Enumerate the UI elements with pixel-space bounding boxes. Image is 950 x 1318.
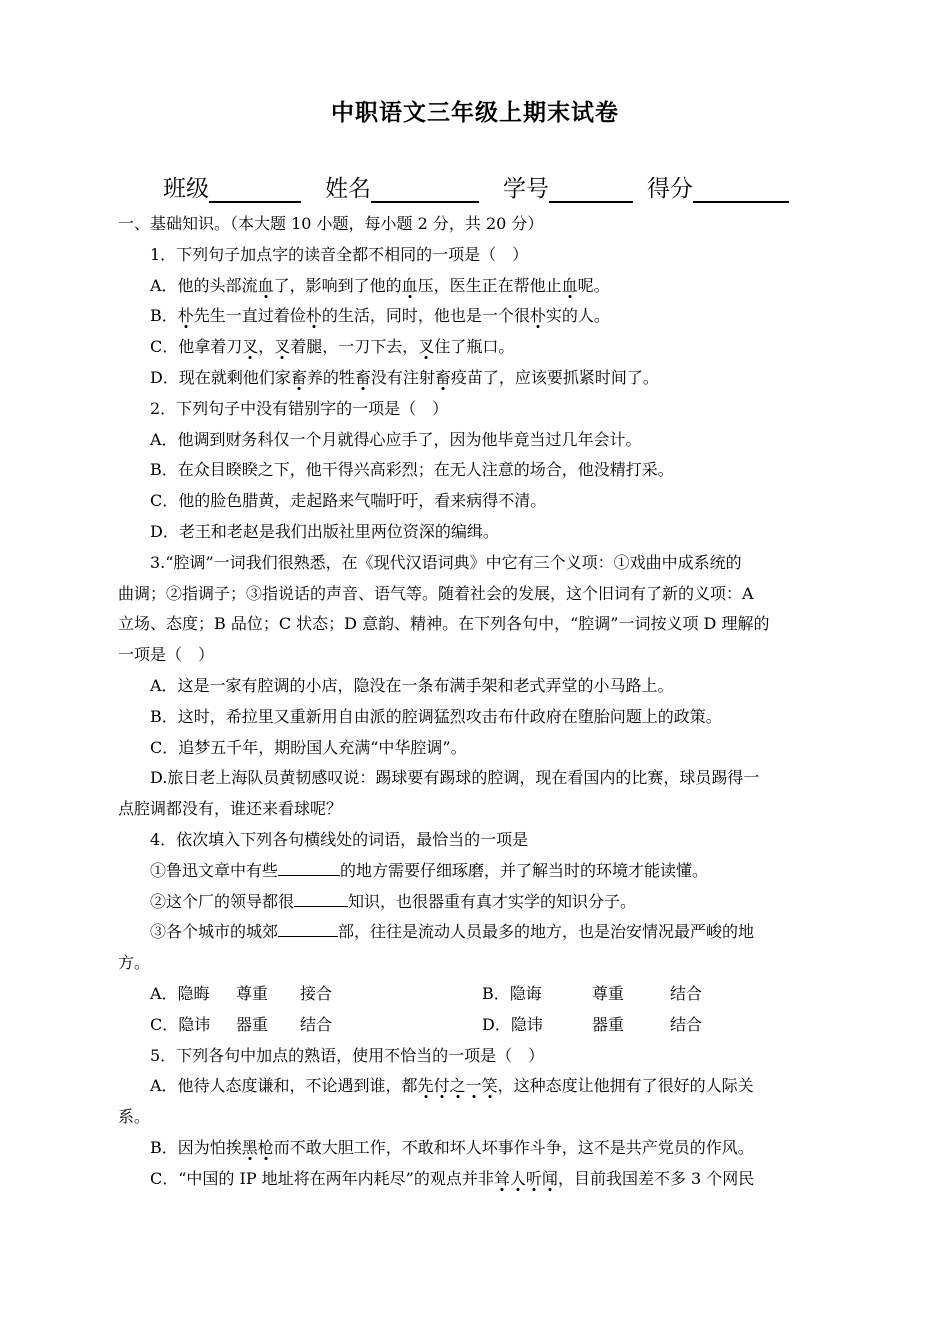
dotted-char: 血 — [561, 275, 578, 295]
dotted-char: 朴 — [305, 306, 322, 326]
text: 压，医生正在帮他止 — [417, 275, 562, 295]
exam-body — [118, 209, 830, 1195]
q5-option-a — [118, 1071, 830, 1102]
q3-option-d-line2: 点腔调都没有，谁还来看球呢？ — [118, 799, 343, 819]
dotted-char: 血 — [401, 275, 418, 295]
text: 没有注射 — [370, 367, 435, 387]
option-word: 接合 — [300, 983, 333, 1003]
student-info-row — [163, 170, 863, 203]
q1-option-d — [118, 363, 830, 394]
dotted-char: 畜 — [290, 367, 307, 387]
dotted-idiom — [242, 1138, 274, 1157]
q4-stem: 4．依次填入下列各句横线处的词语，最恰当的一项是 — [150, 829, 529, 849]
text: 养的牲 — [306, 367, 355, 387]
dotted-char: 之 — [449, 1076, 466, 1096]
option-label: D．隐讳 — [482, 1014, 543, 1034]
text: ， — [258, 337, 275, 357]
q3-stem-line2: 曲调；②指调子；③指说话的声音、语气等。随着社会的发展，这个旧词有了新的义项：A — [118, 583, 754, 603]
option-word: 结合 — [670, 1014, 703, 1034]
text: 而不敢大胆工作，不敢和坏人坏事作斗争，这不是共产党员的作风。 — [273, 1137, 754, 1157]
dotted-char: 朴 — [529, 306, 546, 326]
text: 实的人。 — [545, 306, 610, 326]
q1-option-a — [118, 271, 830, 302]
q2-option-b: B．在众目睽睽之下，他干得兴高彩烈；在无人注意的场合，他没精打采。 — [150, 460, 674, 480]
q4-sentence-2 — [118, 887, 830, 918]
section-heading: 一、基础知识。（本大题 10 小题，每小题 2 分，共 20 分） — [118, 214, 544, 233]
text: 了，影响到了他的 — [273, 275, 402, 295]
name-label: 姓名 — [325, 176, 371, 202]
text: ，这种态度让他拥有了很好的人际关 — [497, 1076, 754, 1096]
id-blank[interactable] — [549, 175, 633, 203]
class-blank[interactable] — [209, 175, 301, 203]
dotted-char: 付 — [433, 1076, 450, 1096]
option-label: B．隐诲 — [482, 983, 542, 1003]
q3-option-a: A．这是一家有腔调的小店，隐没在一条布满手架和老式弄堂的小马路上。 — [150, 675, 674, 695]
text: A．他待人态度谦和，不论遇到谁，都 — [150, 1076, 418, 1096]
option-word: 尊重 — [592, 983, 625, 1003]
option-label: C．隐讳 — [150, 1014, 211, 1034]
q3-stem-line4: 一项是（ ） — [118, 645, 215, 665]
class-label: 班级 — [163, 176, 209, 202]
name-blank[interactable] — [371, 175, 479, 203]
dotted-char: 一 — [465, 1076, 482, 1096]
option-word: 尊重 — [236, 983, 269, 1003]
text: 疫苗了，应该要抓紧时间了。 — [450, 367, 659, 387]
q2-option-d: D．老王和老赵是我们出版社里两位资深的编缉。 — [150, 521, 499, 541]
text: 部，往往是流动人员最多的地方，也是治安情况最严峻的地 — [338, 922, 755, 942]
text: 先生一直过着俭 — [193, 306, 306, 326]
dotted-char: 闻 — [541, 1168, 558, 1188]
text: ，目前我国差不多 3 个网民 — [557, 1168, 755, 1188]
fill-blank[interactable] — [294, 890, 348, 907]
q4-options-row-1 — [118, 979, 830, 1010]
text: D．现在就剩他们家 — [150, 367, 291, 387]
dotted-char: 黑 — [241, 1137, 258, 1157]
text: 呢。 — [577, 275, 610, 295]
text: A．他的头部流 — [150, 275, 258, 295]
q5-option-a-cont: 系。 — [118, 1107, 151, 1127]
text: ③各个城市的城郊 — [150, 922, 279, 942]
score-field — [647, 170, 789, 203]
option-word: 器重 — [236, 1014, 269, 1034]
q2-stem: 2．下列句子中没有错别字的一项是（ ） — [150, 398, 449, 418]
text: 的生活，同时，他也是一个很 — [321, 306, 530, 326]
text: B． — [150, 306, 178, 326]
q4-sentence-3-cont: 方。 — [118, 953, 151, 973]
fill-blank[interactable] — [278, 920, 338, 937]
score-label: 得分 — [647, 176, 693, 202]
q5-stem: 5．下列各句中加点的熟语，使用不恰当的一项是（ ） — [150, 1045, 545, 1065]
q1-option-b — [118, 301, 830, 332]
q3-option-c: C．追梦五千年，期盼国人充满“中华腔调”。 — [150, 737, 467, 757]
text: B．因为怕挨 — [150, 1137, 242, 1157]
name-field — [325, 170, 479, 203]
exam-title: 中职语文三年级上期末试卷 — [331, 100, 619, 126]
q4-sentence-1 — [118, 856, 830, 887]
dotted-char: 听 — [525, 1168, 542, 1188]
dotted-char: 人 — [509, 1168, 526, 1188]
dotted-char: 朴 — [177, 306, 194, 326]
id-label: 学号 — [503, 176, 549, 202]
q4-options-row-2 — [118, 1010, 830, 1041]
text: ②这个厂的领导都很 — [150, 891, 295, 911]
text: C．他拿着刀 — [150, 337, 243, 357]
q5-option-b — [118, 1133, 830, 1164]
dotted-char: 枪 — [257, 1137, 274, 1157]
q4-sentence-3 — [118, 917, 830, 948]
dotted-char: 耸 — [493, 1168, 510, 1188]
text: ①鲁迅文章中有些 — [150, 860, 279, 880]
text: 着腿，一刀下去， — [290, 337, 419, 357]
dotted-char: 叉 — [274, 337, 291, 357]
dotted-char: 叉 — [242, 337, 259, 357]
dotted-idiom — [494, 1169, 558, 1188]
q3-option-b: B．这时，希拉里又重新用自由派的腔调猛烈攻击布什政府在堕胎问题上的政策。 — [150, 706, 722, 726]
text: 知识，也很器重有真才实学的知识分子。 — [348, 891, 637, 911]
q3-stem-line3: 立场、态度；B 品位；C 状态；D 意韵、精神。在下列各句中，“腔调”一词按义项 D 理解的 — [118, 614, 770, 634]
dotted-char: 畜 — [354, 367, 371, 387]
option-word: 结合 — [670, 983, 703, 1003]
option-word: 器重 — [592, 1014, 625, 1034]
q3-option-d-line1: D.旅日老上海队员黄韧感叹说：踢球要有踢球的腔调，现在看国内的比赛，球员踢得一 — [150, 768, 760, 788]
fill-blank[interactable] — [278, 859, 340, 876]
q1-option-c — [118, 332, 830, 363]
score-blank[interactable] — [693, 175, 789, 203]
text: C．“中国的 IP 地址将在两年内耗尽”的观点并非 — [150, 1168, 494, 1188]
id-field — [503, 170, 633, 203]
class-field — [163, 170, 301, 203]
dotted-char: 先 — [417, 1076, 434, 1096]
q1-stem: 1．下列句子加点字的读音全都不相同的一项是（ ） — [150, 244, 529, 264]
q5-option-c — [118, 1164, 830, 1195]
q2-option-c: C．他的脸色腊黄，走起路来气喘吁吁，看来病得不清。 — [150, 491, 547, 511]
option-word: 结合 — [300, 1014, 333, 1034]
q3-stem-line1: 3.“腔调”一词我们很熟悉，在《现代汉语词典》中它有三个义项：①戏曲中成系统的 — [150, 552, 742, 572]
dotted-char: 畜 — [434, 367, 451, 387]
dotted-char: 血 — [257, 275, 274, 295]
text: 住了瓶口。 — [434, 337, 515, 357]
text: 的地方需要仔细琢磨，并了解当时的环境才能读懂。 — [340, 860, 709, 880]
dotted-idiom — [418, 1076, 498, 1095]
option-label: A．隐晦 — [150, 983, 210, 1003]
dotted-char: 叉 — [418, 337, 435, 357]
dotted-char: 笑 — [481, 1076, 498, 1096]
q2-option-a: A．他调到财务科仅一个月就得心应手了，因为他毕竟当过几年会计。 — [150, 429, 642, 449]
